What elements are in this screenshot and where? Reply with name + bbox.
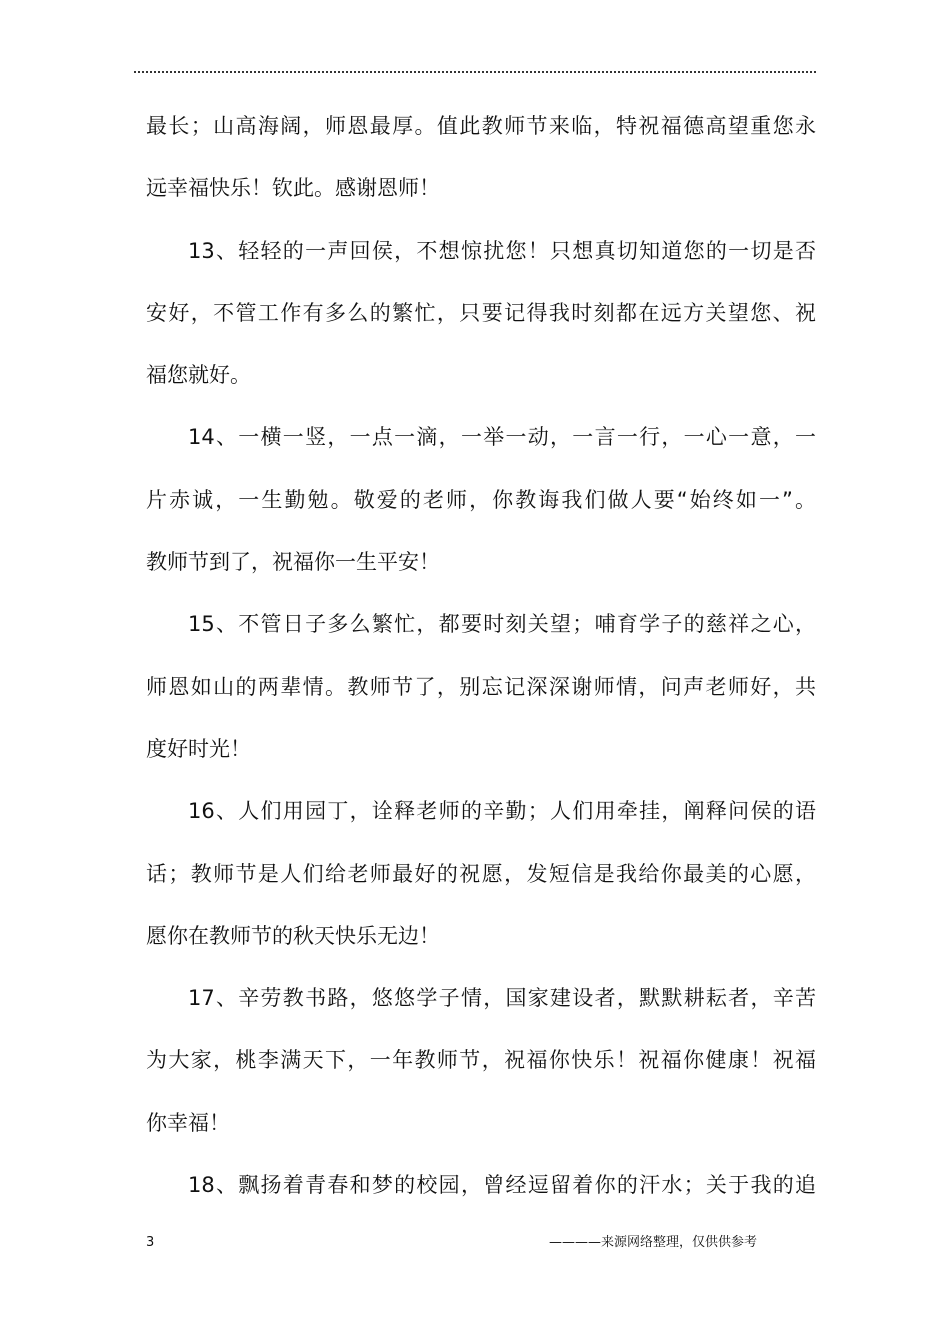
text-line: 13、轻轻的一声回侯，不想惊扰您！只想真切知道您的一切是否	[188, 238, 816, 263]
text-line: 教师节到了，祝福你一生平安！	[146, 550, 440, 575]
text-line: 远幸福快乐！钦此。感谢恩师！	[146, 176, 440, 201]
text-line: 为大家，桃李满天下，一年教师节，祝福你快乐！祝福你健康！祝福	[146, 1048, 816, 1073]
text-line: 片赤诚，一生勤勉。敬爱的老师，你教诲我们做人要“始终如一”。	[146, 487, 816, 512]
text-line: 福您就好。	[146, 363, 251, 388]
header-divider	[134, 71, 816, 73]
text-line: 安好，不管工作有多么的繁忙，只要记得我时刻都在远方关望您、祝	[146, 300, 816, 325]
text-line: 16、人们用园丁，诠释老师的辛勤；人们用牵挂，阐释问侯的语	[188, 799, 816, 824]
page-number: 3	[146, 1235, 155, 1250]
text-line: 15、不管日子多么繁忙，都要时刻关望；哺育学子的慈祥之心，	[188, 612, 816, 637]
text-line: 最长；山高海阔，师恩最厚。值此教师节来临，特祝福德高望重您永	[146, 114, 816, 138]
text-line: 愿你在教师节的秋天快乐无边！	[146, 923, 440, 948]
document-body	[146, 95, 816, 1216]
text-line: 14、一横一竖，一点一滴，一举一动，一言一行，一心一意，一	[188, 425, 816, 450]
text-line: 18、飘扬着青春和梦的校园，曾经逗留着你的汗水；关于我的追	[188, 1173, 816, 1198]
text-line: 17、辛劳教书路，悠悠学子情，国家建设者，默默耕耘者，辛苦	[188, 986, 816, 1011]
text-line: 话；教师节是人们给老师最好的祝愿，发短信是我给你最美的心愿，	[146, 861, 816, 886]
text-line: 师恩如山的两辈情。教师节了，别忘记深深谢师情，问声老师好，共	[146, 674, 816, 699]
text-line: 度好时光！	[146, 736, 251, 761]
footer-source-note: ————来源网络整理，仅供供参考	[549, 1235, 758, 1250]
text-line: 你幸福！	[146, 1110, 230, 1135]
